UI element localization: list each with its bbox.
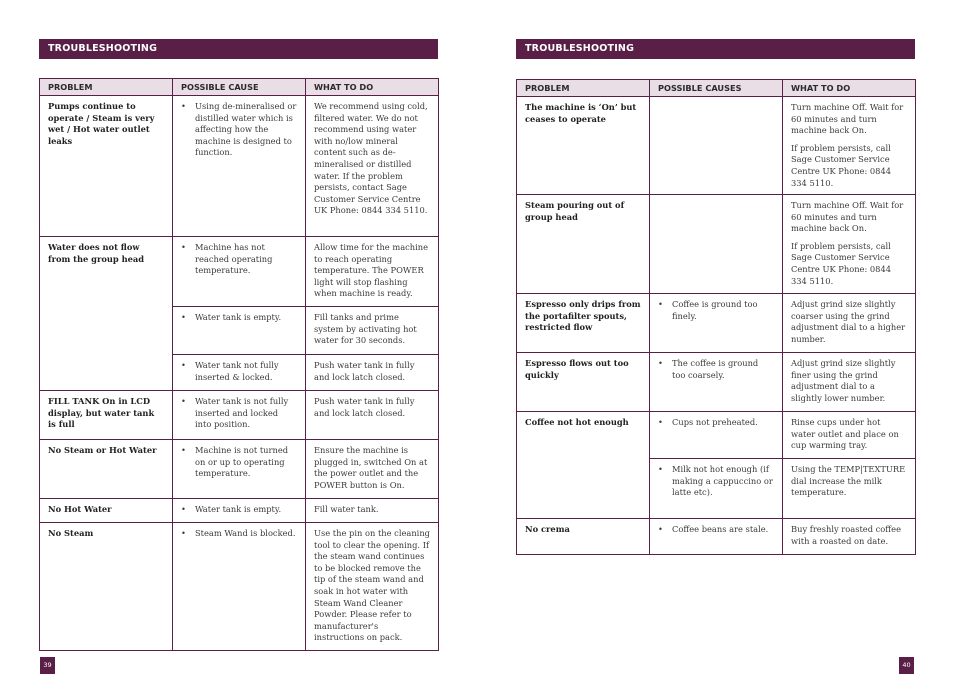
todo-cell: Rinse cups under hot water outlet and place on cup warming tray. xyxy=(783,412,916,459)
left-troubleshooting-table xyxy=(39,78,439,651)
cause-cell: • Machine has not reached operating temperature. xyxy=(173,237,306,307)
bullet-icon: • xyxy=(658,299,663,309)
bullet-icon: • xyxy=(181,504,186,514)
todo-cell: Using the TEMP|TEXTURE dial increase the milk temperature. xyxy=(783,459,916,519)
cause-cell xyxy=(650,97,783,195)
problem-cell: Pumps continue to operate / Steam is very wet / Hot water outlet leaks xyxy=(40,96,173,237)
table-row xyxy=(517,519,916,555)
table-row xyxy=(40,499,439,523)
problem-cell: No crema xyxy=(517,519,650,555)
problem-cell: No Steam or Hot Water xyxy=(40,440,173,499)
problem-cell: No Steam xyxy=(40,523,173,651)
header-todo: WHAT TO DO xyxy=(306,79,439,96)
cause-cell: • Coffee beans are stale. xyxy=(650,519,783,555)
problem-cell: FILL TANK On in LCD display, but water tank is full xyxy=(40,391,173,440)
todo-cell: Turn machine Off. Wait for 60 minutes and turn machine back On. If problem persists, call Sage Customer Service Centre UK Phone: 0844 334 5110. xyxy=(783,195,916,294)
bullet-icon: • xyxy=(181,101,186,111)
bullet-icon: • xyxy=(658,464,663,474)
cause-cell: • Milk not hot enough (if making a cappuccino or latte etc). xyxy=(650,459,783,519)
table-row xyxy=(517,412,916,459)
problem-cell: Steam pouring out of group head xyxy=(517,195,650,294)
todo-cell: Allow time for the machine to reach operating temperature. The POWER light will stop flashing when machine is ready. xyxy=(306,237,439,307)
bullet-icon: • xyxy=(658,358,663,368)
todo-cell: Fill tanks and prime system by activating hot water for 30 seconds. xyxy=(306,307,439,355)
problem-cell: The machine is ‘On’ but ceases to operate xyxy=(517,97,650,195)
cause-cell: • Cups not preheated. xyxy=(650,412,783,459)
cause-cell xyxy=(650,195,783,294)
todo-cell: Fill water tank. xyxy=(306,499,439,523)
todo-cell: Adjust grind size slightly finer using the grind adjustment dial to a slightly lower number. xyxy=(783,353,916,412)
table-row xyxy=(517,294,916,353)
cause-cell: • Water tank not fully inserted & locked. xyxy=(173,355,306,391)
page-number: 39 xyxy=(40,657,55,674)
right-section-banner: TROUBLESHOOTING xyxy=(516,39,915,59)
todo-cell: Buy freshly roasted coffee with a roasted on date. xyxy=(783,519,916,555)
table-row xyxy=(517,353,916,412)
todo-cell: Ensure the machine is plugged in, switched On at the power outlet and the POWER button is On. xyxy=(306,440,439,499)
table-row xyxy=(517,195,916,294)
todo-cell: We recommend using cold, filtered water. We do not recommend using water with no/low mineral content such as de-mineralised or distilled water. If the problem persists, contact Sage Customer Service Centre UK Phone: 0844 334 5110. xyxy=(306,96,439,237)
header-cause: POSSIBLE CAUSE xyxy=(173,79,306,96)
cause-cell: • The coffee is ground too coarsely. xyxy=(650,353,783,412)
header-cause: POSSIBLE CAUSES xyxy=(650,80,783,97)
right-troubleshooting-table xyxy=(516,79,916,555)
cause-cell: • Water tank is empty. xyxy=(173,499,306,523)
cause-cell: • Coffee is ground too finely. xyxy=(650,294,783,353)
bullet-icon: • xyxy=(658,524,663,534)
todo-cell: Push water tank in fully and lock latch closed. xyxy=(306,391,439,440)
cause-cell: • Using de-mineralised or distilled water which is affecting how the machine is designed to function. xyxy=(173,96,306,237)
table-header-row xyxy=(517,80,916,97)
todo-cell: Push water tank in fully and lock latch closed. xyxy=(306,355,439,391)
todo-cell: Adjust grind size slightly coarser using the grind adjustment dial to a higher number. xyxy=(783,294,916,353)
table-row xyxy=(40,440,439,499)
bullet-icon: • xyxy=(181,242,186,252)
cause-cell: • Steam Wand is blocked. xyxy=(173,523,306,651)
header-problem: PROBLEM xyxy=(40,79,173,96)
cause-cell: • Water tank is empty. xyxy=(173,307,306,355)
table-row xyxy=(40,96,439,237)
problem-cell: Water does not flow from the group head xyxy=(40,237,173,391)
page-number: 40 xyxy=(899,657,914,674)
header-problem: PROBLEM xyxy=(517,80,650,97)
todo-cell: Use the pin on the cleaning tool to clear the opening. If the steam wand continues to be blocked remove the tip of the steam wand and soak in hot water with Steam Wand Cleaner Powder. Please refer to manufacturer's instructions on pack. xyxy=(306,523,439,651)
problem-cell: Espresso flows out too quickly xyxy=(517,353,650,412)
table-row xyxy=(40,523,439,651)
bullet-icon: • xyxy=(181,312,186,322)
problem-cell: Coffee not hot enough xyxy=(517,412,650,519)
left-section-banner: TROUBLESHOOTING xyxy=(39,39,438,59)
problem-cell: No Hot Water xyxy=(40,499,173,523)
bullet-icon: • xyxy=(181,396,186,406)
bullet-icon: • xyxy=(181,445,186,455)
bullet-icon: • xyxy=(181,360,186,370)
table-row xyxy=(517,97,916,195)
bullet-icon: • xyxy=(181,528,186,538)
problem-cell: Espresso only drips from the portafilter spouts, restricted flow xyxy=(517,294,650,353)
todo-cell: Turn machine Off. Wait for 60 minutes and turn machine back On. If problem persists, call Sage Customer Service Centre UK Phone: 0844 334 5110. xyxy=(783,97,916,195)
table-row xyxy=(40,391,439,440)
cause-cell: • Machine is not turned on or up to operating temperature. xyxy=(173,440,306,499)
bullet-icon: • xyxy=(658,417,663,427)
table-row xyxy=(40,237,439,307)
header-todo: WHAT TO DO xyxy=(783,80,916,97)
table-header-row xyxy=(40,79,439,96)
cause-cell: • Water tank is not fully inserted and locked into position. xyxy=(173,391,306,440)
